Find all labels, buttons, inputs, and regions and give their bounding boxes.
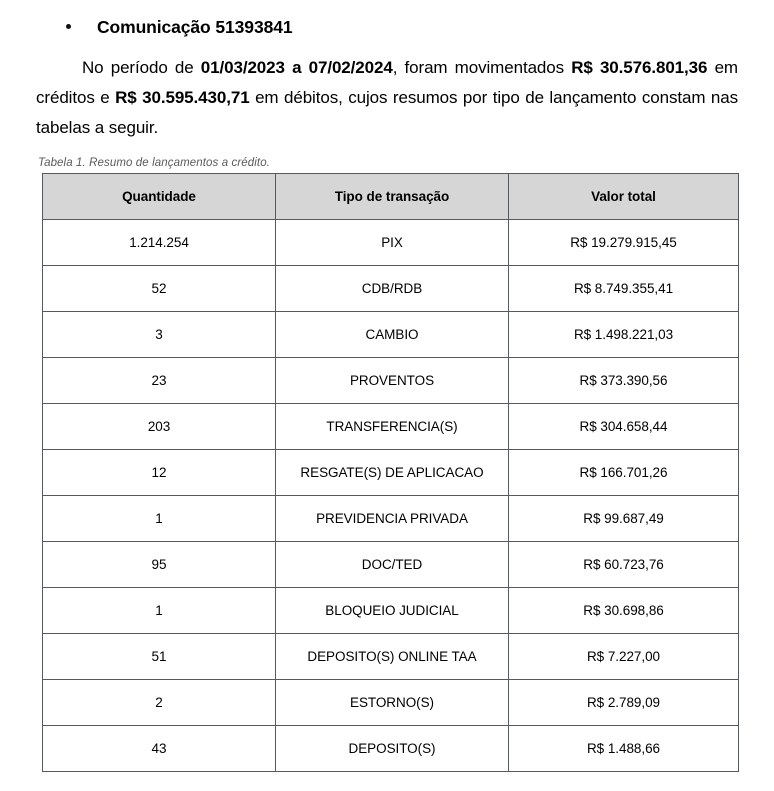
cell-quantity: 203: [43, 404, 276, 450]
period-end-date: 07/02/2024: [308, 58, 393, 78]
cell-total-value: R$ 7.227,00: [509, 634, 739, 680]
table-row: [43, 496, 739, 542]
cell-quantity: 12: [43, 450, 276, 496]
table-row: [43, 680, 739, 726]
table-header: [43, 174, 739, 220]
credit-total-amount: R$ 30.576.801,36: [571, 58, 708, 78]
cell-quantity: 52: [43, 266, 276, 312]
cell-transaction-type: PIX: [276, 220, 509, 266]
cell-transaction-type: TRANSFERENCIA(S): [276, 404, 509, 450]
table-row: [43, 266, 739, 312]
cell-transaction-type: DOC/TED: [276, 542, 509, 588]
credit-summary-table: [42, 173, 739, 772]
cell-transaction-type: DEPOSITO(S) ONLINE TAA: [276, 634, 509, 680]
cell-total-value: R$ 60.723,76: [509, 542, 739, 588]
cell-total-value: R$ 166.701,26: [509, 450, 739, 496]
cell-quantity: 43: [43, 726, 276, 772]
cell-quantity: 1: [43, 588, 276, 634]
cell-transaction-type: RESGATE(S) DE APLICACAO: [276, 450, 509, 496]
cell-transaction-type: ESTORNO(S): [276, 680, 509, 726]
summary-paragraph: [0, 37, 774, 143]
cell-total-value: R$ 1.498.221,03: [509, 312, 739, 358]
cell-quantity: 51: [43, 634, 276, 680]
section-heading-label: Comunicação 51393841: [97, 17, 293, 37]
paragraph-segment-5: em débitos, cujos resumos por tipo de lançamento constam nas tabelas a seguir.: [36, 88, 738, 138]
paragraph-segment-4: em créditos e: [36, 58, 738, 108]
cell-transaction-type: PROVENTOS: [276, 358, 509, 404]
bullet-point-icon: [66, 24, 71, 29]
period-start-date: 01/03/2023: [200, 58, 285, 78]
cell-quantity: 1: [43, 496, 276, 542]
table-row: [43, 404, 739, 450]
section-heading: [0, 0, 774, 37]
table-body: [43, 220, 739, 772]
cell-total-value: R$ 373.390,56: [509, 358, 739, 404]
table-row: [43, 588, 739, 634]
table-row: [43, 220, 739, 266]
table-row: [43, 450, 739, 496]
cell-quantity: 1.214.254: [43, 220, 276, 266]
cell-transaction-type: PREVIDENCIA PRIVADA: [276, 496, 509, 542]
column-header-transaction-type: Tipo de transação: [276, 174, 509, 220]
cell-total-value: R$ 304.658,44: [509, 404, 739, 450]
table-row: [43, 726, 739, 772]
cell-quantity: 3: [43, 312, 276, 358]
table-row: [43, 358, 739, 404]
debit-total-amount: R$ 30.595.430,71: [115, 88, 250, 108]
paragraph-segment-2: a: [284, 58, 309, 78]
table-row: [43, 542, 739, 588]
cell-quantity: 95: [43, 542, 276, 588]
cell-quantity: 2: [43, 680, 276, 726]
cell-total-value: R$ 19.279.915,45: [509, 220, 739, 266]
table-row: [43, 312, 739, 358]
cell-quantity: 23: [43, 358, 276, 404]
cell-transaction-type: CDB/RDB: [276, 266, 509, 312]
column-header-total-value: Valor total: [509, 174, 739, 220]
paragraph-segment-1: No período de: [82, 58, 201, 78]
cell-total-value: R$ 30.698,86: [509, 588, 739, 634]
column-header-quantity: Quantidade: [43, 174, 276, 220]
cell-transaction-type: CAMBIO: [276, 312, 509, 358]
paragraph-segment-3: , foram movimentados: [392, 58, 572, 78]
table-row: [43, 634, 739, 680]
table-container: [0, 173, 774, 772]
cell-total-value: R$ 8.749.355,41: [509, 266, 739, 312]
cell-total-value: R$ 1.488,66: [509, 726, 739, 772]
cell-total-value: R$ 99.687,49: [509, 496, 739, 542]
cell-transaction-type: DEPOSITO(S): [276, 726, 509, 772]
cell-transaction-type: BLOQUEIO JUDICIAL: [276, 588, 509, 634]
cell-total-value: R$ 2.789,09: [509, 680, 739, 726]
table-caption: Tabela 1. Resumo de lançamentos a crédito.: [38, 157, 270, 170]
table-header-row: [43, 174, 739, 220]
